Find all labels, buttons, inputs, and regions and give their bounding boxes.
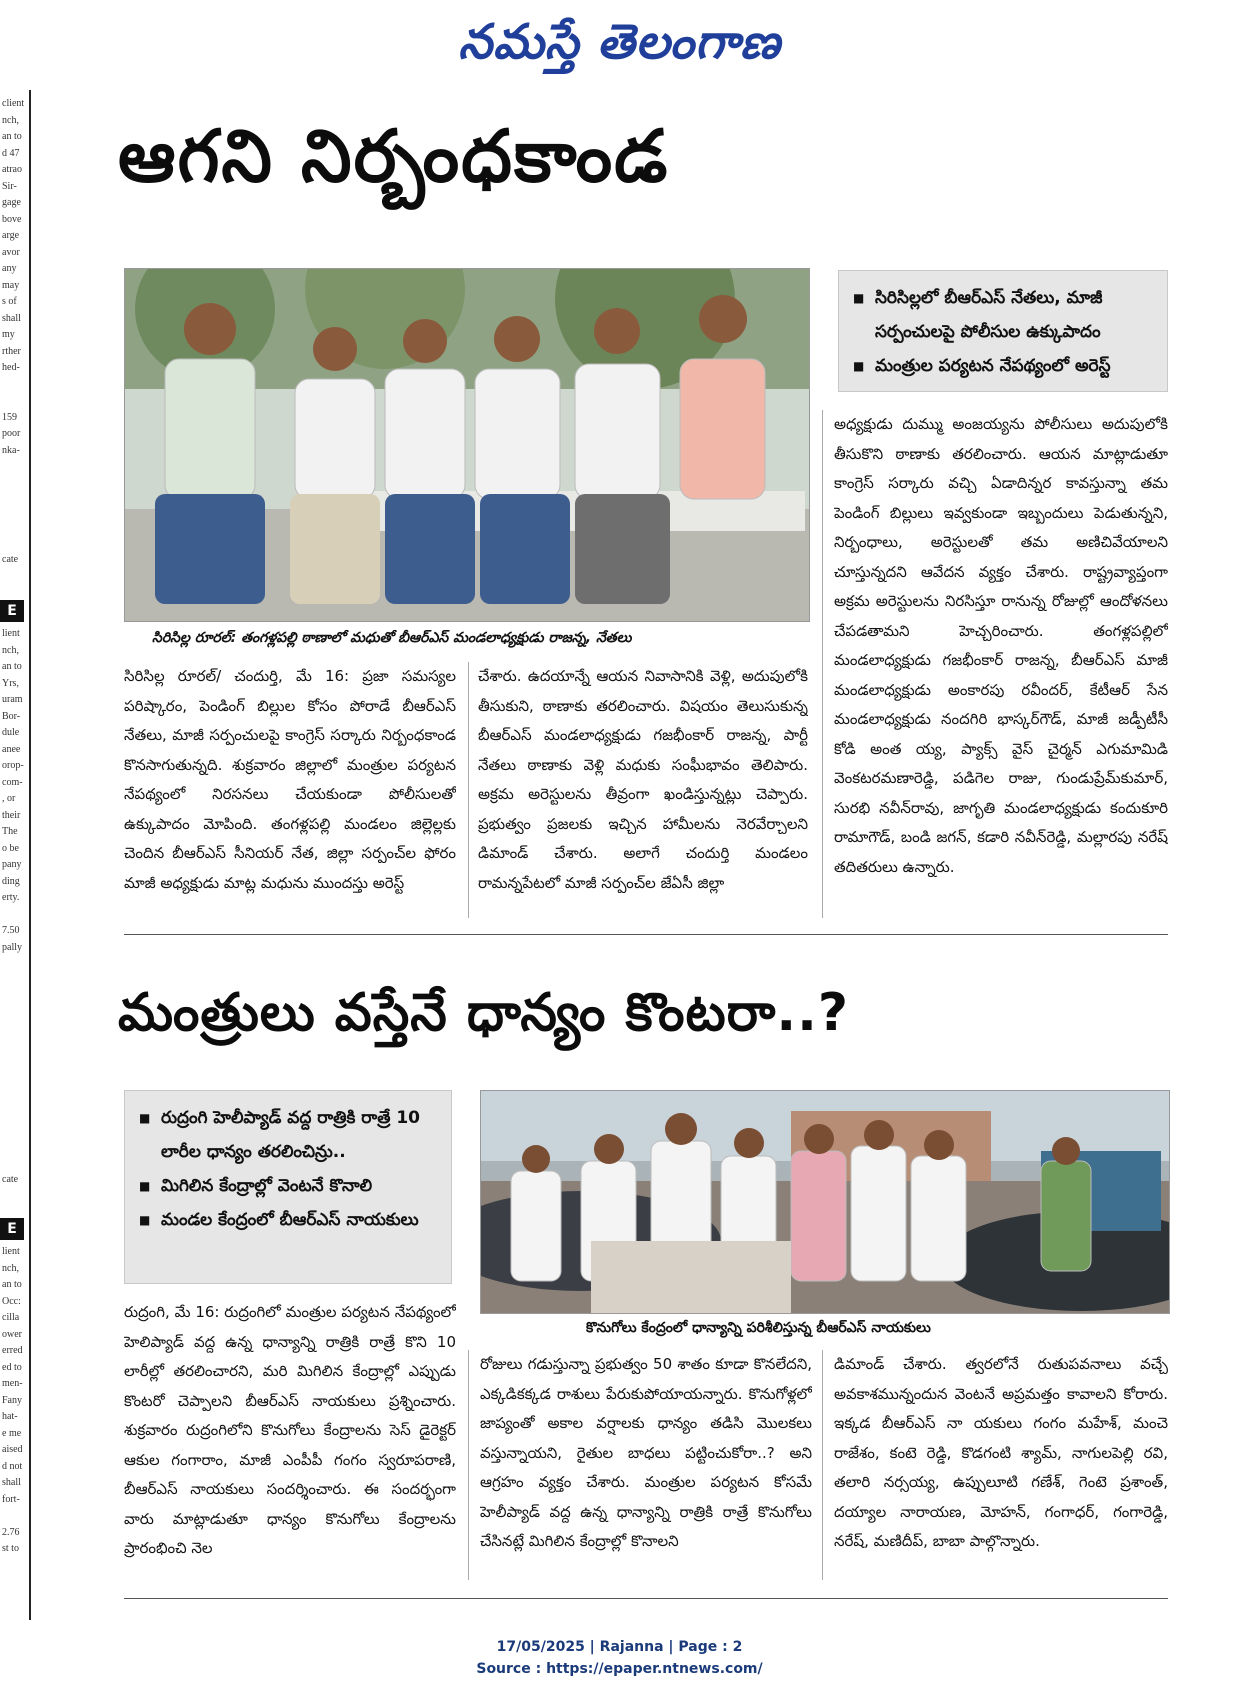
gutter-e-mark-2: E xyxy=(0,1218,24,1240)
gutter-line: ed to xyxy=(2,1361,22,1373)
gutter-line: st to xyxy=(2,1543,19,1554)
story1-column-divider-2 xyxy=(822,410,823,918)
gutter-line: any xyxy=(2,263,17,274)
gutter-line: e me xyxy=(2,1427,22,1439)
gutter-line: their xyxy=(2,809,21,821)
gutter-line: lient xyxy=(2,628,20,639)
story2-column-divider-1 xyxy=(468,1350,469,1580)
story2-column-2: రోజులు గడుస్తున్నా ప్రభుత్వం 50 శాతం కూడా కొనలేదని, ఎక్కడికక్కడ రాశులు పేరుకుపోయాయన్నారు. కొనుగోళ్లలో జాప్యంతో అకాల వర్షాలకు ధాన్యం తడిసి మొలకలు వస్తున్నాయని, రైతుల బాధలు పట్టించుకోరా..? అని ఆగ్రహం వ్యక్తం చేశారు. మంత్రుల పర్యటన కోసమే హెలీప్యాడ్ వద్ద ఉన్న ధాన్యాన్ని రాత్రికి రాత్రే కొనుగోలు చేసినట్లే మిగిలిన కేంద్రాల్లో కొనాలని xyxy=(480,1355,812,1550)
gutter-line: aised xyxy=(2,1444,23,1455)
story2-column-divider-2 xyxy=(822,1350,823,1580)
left-gutter-adjacent-page xyxy=(0,90,34,1620)
gutter-line: fort- xyxy=(2,1493,20,1505)
gutter-e-mark-1: E xyxy=(0,600,24,622)
gutter-line: rther xyxy=(2,345,21,357)
gutter-line: arge xyxy=(2,230,20,241)
gutter-line: shall xyxy=(2,312,21,324)
gutter-line: shall xyxy=(2,1477,21,1488)
gutter-line: anee xyxy=(2,743,21,755)
gutter-line: erty. xyxy=(2,892,20,903)
gutter-line: pally xyxy=(2,941,22,953)
gutter-line: hat- xyxy=(2,1411,18,1422)
gutter-line: Fany xyxy=(2,1394,22,1406)
gutter-line: s of xyxy=(2,296,17,307)
story1-column-divider-1 xyxy=(468,662,469,918)
gutter-line: avor xyxy=(2,246,20,258)
gutter-line: an to xyxy=(2,131,22,142)
gutter-line: 7.50 xyxy=(2,925,20,936)
story1-photo xyxy=(124,268,810,622)
gutter-line: gage xyxy=(2,197,21,208)
gutter-line: hed- xyxy=(2,362,20,373)
story2-highlight-3: ■ మండల కేంద్రంలో బీఆర్‌ఎస్ నాయకులు xyxy=(139,1203,437,1237)
gutter-line: men- xyxy=(2,1378,23,1389)
masthead-logo: నమస్తే తెలంగాణ xyxy=(458,14,781,70)
story1-column-2: చేశారు. ఉదయాన్నే ఆయన నివాసానికి వెళ్లి, అదుపులోకి తీసుకుని, ఠాణాకు తరలించారు. విషయం తెలుసుకున్న బీఆర్‌ఎస్ మండలాధ్యక్షుడు గజభీంకార్ రాజన్న, పార్టీ నేతలు ఠాణాకు వెళ్లి మధుకు సంఘీభావం తెలిపారు. అక్రమ అరెస్టులను తీవ్రంగా ఖండిస్తున్నట్లు చెప్పారు. ప్రభుత్వం ప్రజలకు ఇచ్చిన హామీలను నెరవేర్చాలని డిమాండ్ చేశారు. అలాగే చందుర్తి మండలం రామన్నపేటలో మాజీ సర్పంచ్‌ల జేఏసీ జిల్లా xyxy=(478,667,808,892)
story2-column-3: డిమాండ్ చేశారు. త్వరలోనే రుతుపవనాలు వచ్చే అవకాశమున్నందున వెంటనే అప్రమత్తం కావాలని కోరారు. ఇక్కడ బీఆర్‌ఎస్ నా యకులు గంగం మహేశ్, మంచె రాజేశం, కంటె రెడ్డి, కొడగంటి శ్యామ్, నాగులపెల్లి రవి, తలారి నర్సయ్య, ఉప్పులూటి గణేశ్, గెంటె ప్రశాంత్, దయ్యాల నారాయణ, మోహన్, గంగాధర్, గంగారెడ్డి, నరేష్, మణిదీప్, బాబా పాల్గొన్నారు. xyxy=(834,1355,1168,1550)
gutter-rule xyxy=(29,90,31,1620)
gutter-line: nka- xyxy=(2,444,20,456)
gutter-line: may xyxy=(2,279,20,291)
gutter-line: 2.76 xyxy=(2,1526,20,1538)
story1-highlights-box xyxy=(838,270,1168,392)
gutter-line: pany xyxy=(2,859,22,870)
story1-highlight-2: ■ మంత్రుల పర్యటన నేపథ్యంలో అరెస్ట్ xyxy=(853,349,1153,383)
gutter-line xyxy=(2,393,28,410)
gutter-line: an to xyxy=(2,661,22,672)
gutter-cate-2: cate xyxy=(2,1174,19,1185)
gutter-line: atrao xyxy=(2,164,22,175)
gutter-text-block-1 xyxy=(2,96,28,459)
gutter-line: ower xyxy=(2,1328,22,1340)
gutter-line: my xyxy=(2,329,15,340)
gutter-line xyxy=(2,1508,28,1525)
gutter-line: d not xyxy=(2,1460,23,1472)
story1-column-1: సిరిసిల్ల రూరల్/ చందుర్తి, మే 16: ప్రజా సమస్యల పరిష్కారం, పెండింగ్ బిల్లుల కోసం పోరాడే బీఆర్‌ఎస్ నేతలు, మాజీ సర్పంచులపై కాంగ్రెస్ సర్కారు నిర్బంధకాండ కొనసాగుతున్నది. శుక్రవారం జిల్లాలో మంత్రుల పర్యటన నేపథ్యంలో నిరసనలు చేయకుండా పోలీసులతో ఉక్కుపాదం మోపింది. తంగళ్లపల్లి మండలం జిల్లెల్లకు చెందిన బీఆర్‌ఎస్ సీనియర్ నేత, జిల్లా సర్పంచ్‌ల ఫోరం మాజీ అధ్యక్షుడు మాట్ల మధును ముందస్తు అరెస్ట్ xyxy=(124,667,456,892)
footer-source-link[interactable]: Source : https://epaper.ntnews.com/ xyxy=(476,1661,763,1677)
story1-column-3: అధ్యక్షుడు దుమ్ము అంజయ్యను పోలీసులు అదుపులోకి తీసుకొని ఠాణాకు తరలించారు. ఆయన మాట్లాడుతూ కాంగ్రెస్ సర్కారు వచ్చి ఏడాదిన్నర కావస్తున్నా తమ పెండింగ్ బిల్లులు ఇవ్వకుండా ఇబ్బందులు పెడుతున్నని, నిర్బంధాలు, అరెస్టులతో తమ అణిచివేయాలని చూస్తున్నదని ఆవేదన వ్యక్తం చేశారు. రాష్ట్రవ్యాప్తంగా అక్రమ అరెస్టులను నిరసిస్తూ రానున్న రోజుల్లో ఆందోళనలు చేపడతామని హెచ్చరించారు. తంగళ్లపల్లిలో మండలాధ్యక్షుడు గజభీంకార్ రాజన్న, బీఆర్‌ఎస్ మాజీ మండలాధ్యక్షుడు అంకారపు రవీందర్, కేటీఆర్ సేన మండలాధ్యక్షుడు నందగిరి భాస్కర్‌గౌడ్, మాజీ జడ్పీటీసీ కోడి అంత య్య, ప్యాక్స్ వైస్ చైర్మన్ ఎగుమామిడి వెంకటరమణారెడ్డి, పడిగెల రాజు, గుండుప్రేమ్‌కుమార్, సురభి నవీన్‌రావు, జాగృతి మండలాధ్యక్షుడు కందుకూరి రామాగౌడ్, బండి జగన్, కడారి నవీన్‌రెడ్డి, మల్లారపు నరేష్ తదితరులు ఉన్నారు. xyxy=(834,415,1168,876)
gutter-line xyxy=(2,907,28,924)
gutter-line: com- xyxy=(2,776,23,788)
gutter-line: ding xyxy=(2,875,20,887)
gutter-line: nch, xyxy=(2,1262,19,1274)
gutter-line: bove xyxy=(2,213,22,225)
bottom-rule xyxy=(124,1598,1168,1599)
story1-highlight-1: ■ సిరిసిల్లలో బీఆర్‌ఎస్ నేతలు, మాజీ సర్పంచులపై పోలీసుల ఉక్కుపాదం xyxy=(853,281,1153,349)
gutter-line: erred xyxy=(2,1345,23,1356)
story2-photo xyxy=(480,1090,1170,1314)
story2-highlight-1: ■ రుద్రంగి హెలీప్యాడ్ వద్ద రాత్రికి రాత్రే 10 లారీల ధాన్యం తరలించిన్రు.. xyxy=(139,1101,437,1169)
gutter-cate-1: cate xyxy=(2,554,19,565)
gutter-line: an to xyxy=(2,1279,22,1290)
gutter-line: 159 xyxy=(2,411,17,423)
gutter-line: Occ: xyxy=(2,1295,21,1307)
gutter-line: Yrs, xyxy=(2,677,19,689)
story2-highlights-box xyxy=(124,1090,452,1284)
gutter-line: o be xyxy=(2,842,19,854)
gutter-line: client xyxy=(2,98,25,109)
gutter-text-block-2 xyxy=(2,626,28,956)
gutter-line: cilla xyxy=(2,1312,20,1323)
gutter-line: , or xyxy=(2,793,16,804)
gutter-line: lient xyxy=(2,1246,20,1257)
gutter-line: poor xyxy=(2,428,21,439)
story2-photo-caption: కొనుగోలు కేంద్రంలో ధాన్యాన్ని పరిశీలిస్తున్న బీఆర్‌ఎస్ నాయకులు xyxy=(586,1320,931,1336)
story2-column-1: రుద్రంగి, మే 16: రుద్రంగిలో మంత్రుల పర్యటన నేపథ్యంలో హెలిప్యాడ్ వద్ద ఉన్న ధాన్యాన్ని రాత్రికి రాత్రే కొని 10 లారీల్లో తరలించారని, మరి మిగిలిన కేంద్రాల్లో ఎప్పుడు కొంటరో చెప్పాలని బీఆర్‌ఎస్ నాయకులు ప్రశ్నించారు. శుక్రవారం రుద్రంగిలోని కొనుగోలు కేంద్రాలను సెస్ డైరెక్టర్ ఆకుల గంగారాం, మాజీ ఎంపీపీ గంగం స్వరూపరాణి, బీఆర్‌ఎస్ నాయకులు సందర్శించారు. ఈ సందర్భంగా వారు మాట్లాడుతూ ధాన్యం కొనుగోలు కేంద్రాలను ప్రారంభించి నెల xyxy=(124,1303,456,1557)
gutter-line: nch, xyxy=(2,114,19,126)
gutter-line: nch, xyxy=(2,644,19,656)
gutter-text-block-3 xyxy=(2,1244,28,1558)
gutter-line: orop- xyxy=(2,760,24,771)
gutter-line xyxy=(2,377,28,394)
gutter-line: Sir- xyxy=(2,180,17,192)
story2-highlight-2: ■ మిగిలిన కేంద్రాల్లో వెంటనే కొనాలి xyxy=(139,1169,437,1203)
gutter-line: dule xyxy=(2,727,20,738)
gutter-line: uram xyxy=(2,694,23,705)
story-separator-rule xyxy=(124,934,1168,935)
gutter-line: d 47 xyxy=(2,147,20,159)
gutter-line: The xyxy=(2,826,18,837)
story1-headline: ఆగని నిర్బంధకాండ xyxy=(118,114,670,198)
gutter-line: Bor- xyxy=(2,710,21,722)
story2-headline: మంత్రులు వస్తేనే ధాన్యం కొంటరా..? xyxy=(118,983,850,1043)
story1-photo-caption: సిరిసిల్ల రూరల్: తంగళ్లపల్లి ఠాణాలో మధుతో బీఆర్‌ఎస్ మండలాధ్యక్షుడు రాజన్న, నేతలు xyxy=(152,630,632,646)
footer-date-edition: 17/05/2025 | Rajanna | Page : 2 xyxy=(496,1639,743,1655)
